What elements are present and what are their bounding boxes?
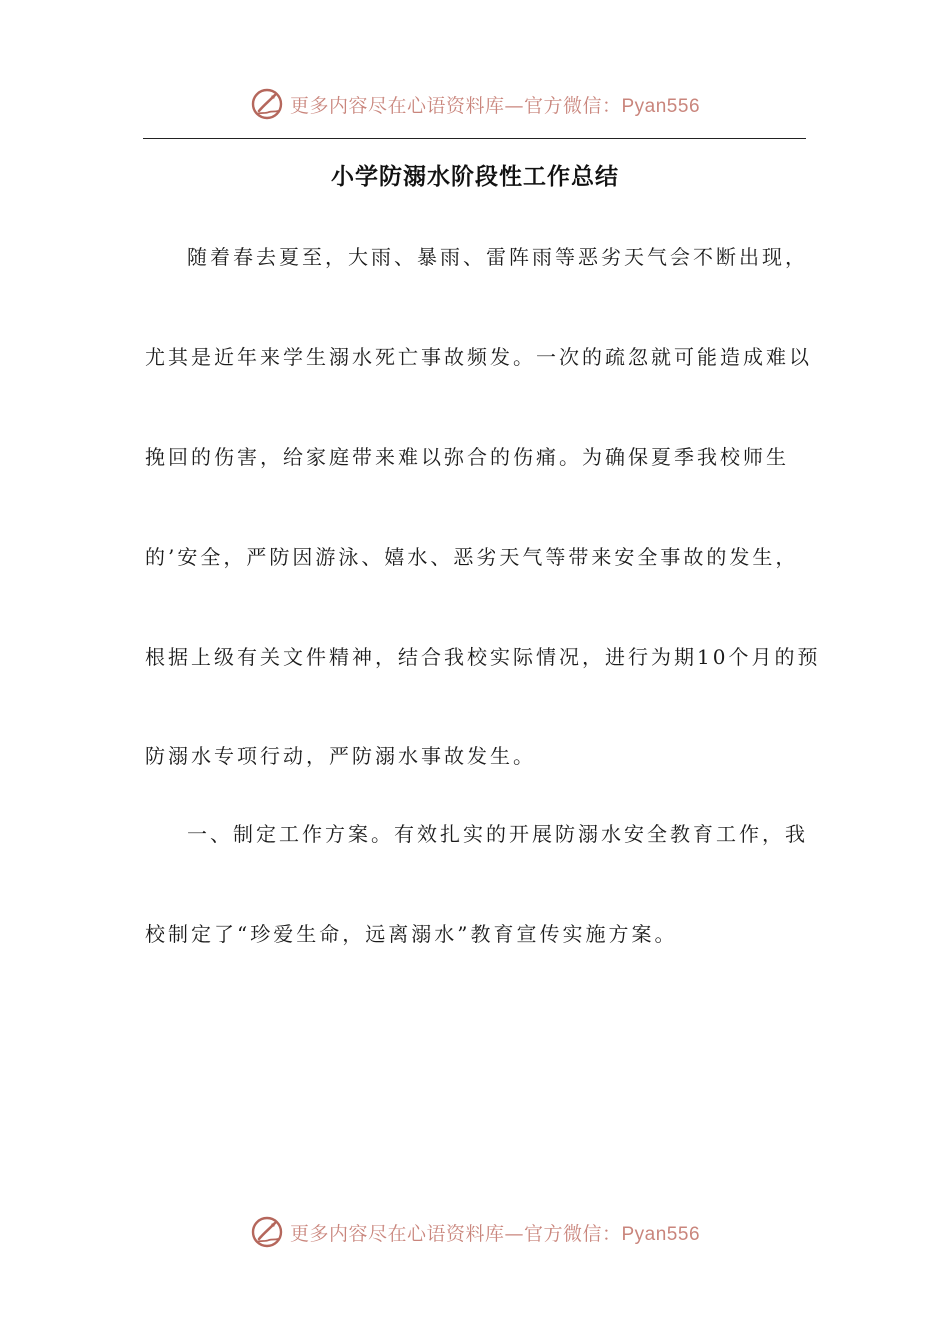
header-divider — [143, 138, 806, 139]
watermark-text: 更多内容尽在心语资料库—官方微信：Pyan556 — [289, 1222, 701, 1245]
paragraph-line: 校制定了“珍爱生命，远离溺水”教育宣传实施方案。 — [145, 922, 678, 946]
pen-signature-icon — [250, 1215, 284, 1249]
paragraph-line: 尤其是近年来学生溺水死亡事故频发。一次的疏忽就可能造成难以 — [145, 345, 812, 369]
paragraph-line: 的’安全，严防因游泳、嬉水、恶劣天气等带来安全事故的发生， — [145, 545, 799, 569]
paragraph-line: 挽回的伤害，给家庭带来难以弥合的伤痛。为确保夏季我校师生 — [145, 445, 789, 469]
footer-watermark — [0, 1210, 950, 1254]
watermark-text: 更多内容尽在心语资料库—官方微信：Pyan556 — [289, 94, 701, 117]
pen-signature-icon — [250, 87, 284, 121]
paragraph-line: 根据上级有关文件精神，结合我校实际情况，进行为期10个月的预 — [145, 645, 821, 669]
paragraph-line: 随着春去夏至，大雨、暴雨、雷阵雨等恶劣天气会不断出现， — [187, 245, 808, 269]
document-title: 小学防溺水阶段性工作总结 — [331, 164, 619, 190]
paragraph-line: 一、制定工作方案。有效扎实的开展防溺水安全教育工作，我 — [187, 822, 808, 846]
paragraph-line: 防溺水专项行动，严防溺水事故发生。 — [145, 744, 536, 768]
header-watermark — [0, 82, 950, 126]
